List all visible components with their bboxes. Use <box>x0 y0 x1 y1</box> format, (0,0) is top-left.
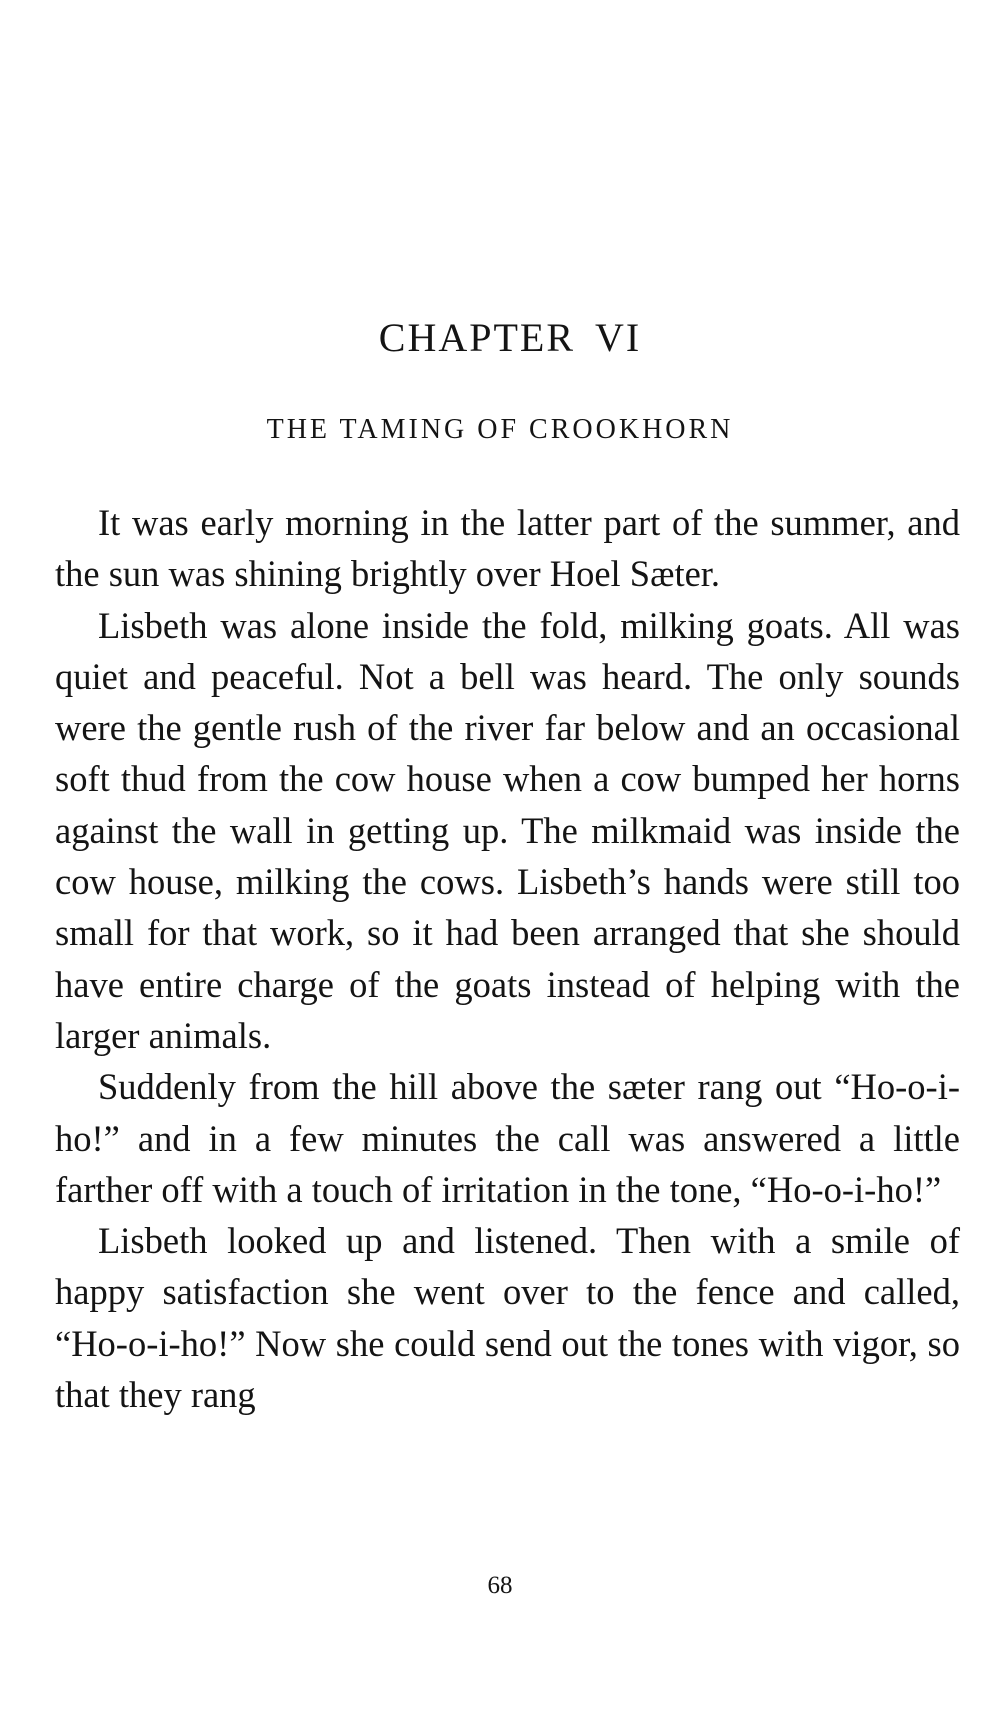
body-text <box>55 497 960 1420</box>
chapter-number: VI <box>595 315 642 360</box>
paragraph: Lisbeth looked up and listened. Then with a smile of happy satisfaction she went over to the fence and called, “Ho-o-i-ho!” Now she could send out the tones with vigor, so that they rang <box>55 1220 960 1416</box>
chapter-title: THE TAMING OF CROOKHORN <box>266 414 734 445</box>
chapter-label: CHAPTER <box>378 315 576 360</box>
paragraph: Suddenly from the hill above the sæter rang out “Ho-o-i-ho!” and in a few minutes the call was answered a little farther off with a touch of irritation in the tone, “Ho-o-i-ho!” <box>55 1066 960 1210</box>
paragraph: Lisbeth was alone inside the fold, milking goats. All was quiet and peaceful. Not a bell was heard. The only sounds were the gentle rush of the river far below and an occasional soft thud from the cow house when a cow bumped her horns against the wall in getting up. The milkmaid was inside the cow house, milking the cows. Lisbeth’s hands were still too small for that work, so it had been arranged that she should have entire charge of the goats instead of helping with the larger animals. <box>55 604 960 1056</box>
paragraph: It was early morning in the latter part of the summer, and the sun was shining brightly over Hoel Sæter. <box>55 502 960 595</box>
page-number: 68 <box>487 1572 513 1599</box>
chapter-heading <box>0 315 1000 360</box>
